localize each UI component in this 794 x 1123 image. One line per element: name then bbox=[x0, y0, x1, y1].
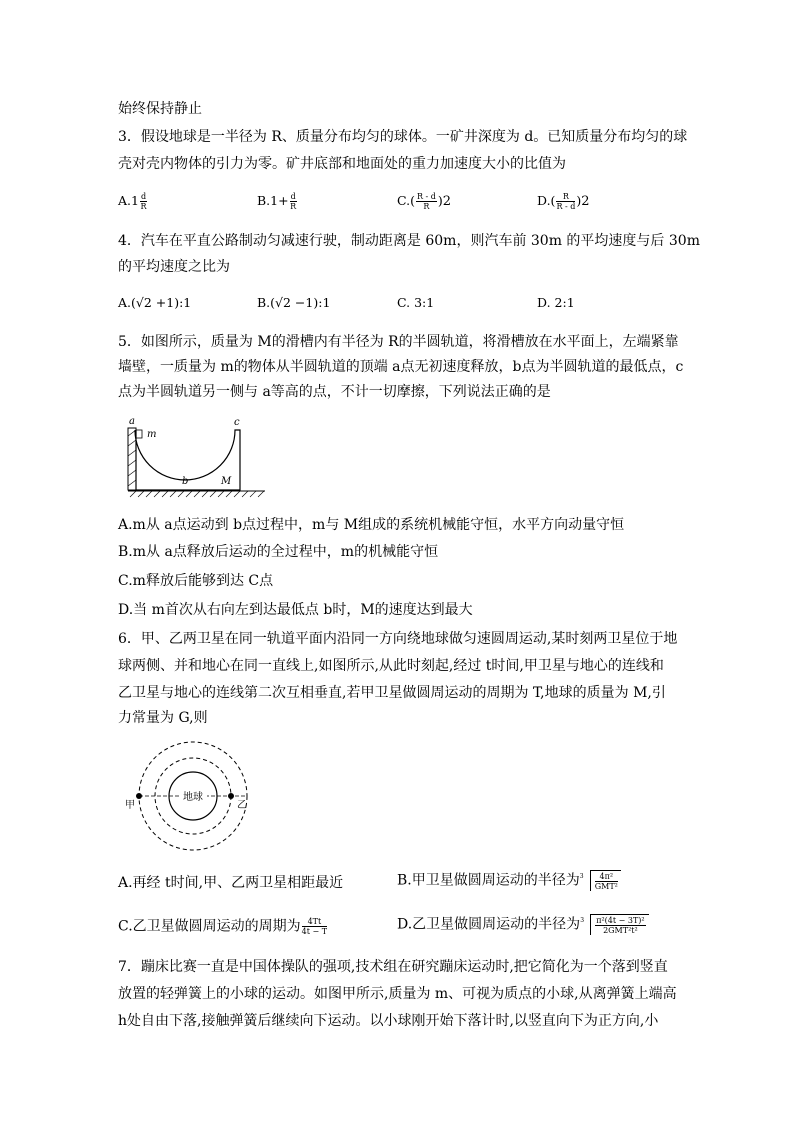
fraction bbox=[595, 872, 618, 891]
q4-option-d: D. 2:1 bbox=[537, 295, 575, 310]
fraction bbox=[140, 192, 147, 211]
option-text: C.乙卫星做圆周运动的周期为 bbox=[118, 918, 301, 935]
question-4-line-2: 的平均速度之比为 bbox=[118, 259, 230, 275]
label-a: a bbox=[129, 416, 135, 427]
fraction bbox=[290, 192, 297, 211]
question-7-line-1: 7．蹦床比赛一直是中国体操队的强项,技术组在研究蹦床运动时,把它简化为一个落到竖直 bbox=[118, 959, 668, 975]
question-6-line-4: 力常量为 G,则 bbox=[118, 710, 208, 726]
question-5-option-a: A.m从 a点运动到 b点过程中，m与 M组成的系统机械能守恒，水平方向动量守恒 bbox=[118, 517, 625, 533]
q6-option-a: A.再经 t时间,甲、乙两卫星相距最近 bbox=[118, 875, 344, 891]
q6-option-b bbox=[397, 870, 621, 891]
label-c: c bbox=[234, 417, 240, 428]
q4-option-a: A.(√2 +1):1 bbox=[118, 295, 192, 310]
option-prefix: D.( bbox=[537, 193, 556, 208]
root-index: 3 bbox=[579, 873, 584, 880]
cube-root bbox=[580, 870, 621, 891]
denominator: R - d bbox=[556, 202, 576, 211]
numerator: 4Tt bbox=[302, 917, 327, 927]
question-6-line-2: 球两侧、并和地心在同一直线上,如图所示,从此时刻起,经过 t时间,甲卫星与地心的连线和 bbox=[118, 658, 664, 674]
question-3-line-1: 3．假设地球是一半径为 R、质量分布均匀的球体。一矿井深度为 d。已知质量分布均匀的球 bbox=[118, 129, 688, 145]
denominator: R bbox=[290, 202, 297, 211]
q6-option-d bbox=[397, 914, 649, 935]
denominator: 4t − T bbox=[301, 927, 328, 936]
numerator: d bbox=[290, 192, 296, 201]
question-5-option-c: C.m释放后能够到达 C点 bbox=[118, 573, 274, 589]
question-7-line-3: h处自由下落,接触弹簧后继续向下运动。以小球刚开始下落计时,以竖直向下为正方向,小 bbox=[118, 1013, 659, 1029]
text-line: 始终保持静止 bbox=[118, 101, 202, 117]
exponent: 2 bbox=[442, 194, 452, 209]
option-text: B.甲卫星做圆周运动的半径为 bbox=[397, 872, 580, 889]
label-jia: 甲 bbox=[125, 800, 135, 811]
question-7-line-2: 放置的轻弹簧上的小球的运动。如图甲所示,质量为 m、可视为质点的小球,从离弹簧上端高 bbox=[118, 986, 677, 1002]
satellite-yi bbox=[228, 793, 234, 799]
q3-option-a bbox=[118, 192, 148, 211]
question-6-line-3: 乙卫星与地心的连线第二次互相垂直,若甲卫星做圆周运动的周期为 T,地球的质量为 M,引 bbox=[118, 685, 666, 701]
q4-option-b: B.(√2 −1):1 bbox=[257, 295, 331, 310]
numerator: d bbox=[140, 192, 147, 201]
exponent: 2 bbox=[581, 194, 590, 209]
numerator: R - d bbox=[416, 192, 436, 201]
label-yi: 乙 bbox=[237, 800, 247, 811]
q5-figure bbox=[124, 414, 270, 500]
question-3-line-2: 壳对壳内物体的引力为零。矿井底部和地面处的重力加速度大小的比值为 bbox=[118, 156, 566, 172]
q3-option-c bbox=[397, 192, 451, 211]
question-5-line-3: 点为半圆轨道另一侧与 a等高的点，不计一切摩擦，下列说法正确的是 bbox=[118, 384, 551, 400]
numerator: 4π² bbox=[595, 872, 618, 882]
question-6-line-1: 6．甲、乙两卫星在同一轨道平面内沿同一方向绕地球做匀速圆周运动,某时刻两卫星位于地 bbox=[118, 631, 678, 647]
option-suffix: ) bbox=[576, 193, 582, 208]
option-prefix: C.( bbox=[397, 193, 415, 208]
fraction bbox=[556, 192, 575, 211]
question-5-line-2: 墙壁，一质量为 m的物体从半圆轨道的顶端 a点无初速度释放，b点为半圆轨道的最低点，c bbox=[118, 359, 684, 375]
denominator: 2GMT²t² bbox=[603, 926, 638, 935]
denominator: GMT² bbox=[594, 882, 618, 891]
question-5-option-d: D.当 m首次从右向左到达最低点 b时，M的速度达到最大 bbox=[118, 602, 473, 618]
label-M: M bbox=[221, 476, 232, 487]
option-suffix: ) bbox=[437, 193, 443, 208]
fraction bbox=[302, 917, 327, 936]
label-earth: 地球 bbox=[183, 792, 203, 803]
question-4-line-1: 4．汽车在平直公路制动匀减速行驶，制动距离是 60m，则汽车前 30m 的平均速度与后 30m bbox=[118, 233, 700, 249]
fraction bbox=[595, 916, 645, 935]
fraction bbox=[416, 192, 437, 211]
root-index: 3 bbox=[580, 917, 585, 924]
q6-option-c bbox=[118, 917, 328, 936]
block-m bbox=[136, 430, 142, 438]
numerator: π²(4t − 3T)² bbox=[596, 916, 645, 925]
denominator: R bbox=[423, 202, 430, 211]
question-5-option-b: B.m从 a点释放后运动的全过程中，m的机械能守恒 bbox=[118, 544, 439, 560]
satellite-jia bbox=[136, 793, 142, 799]
q3-option-b bbox=[257, 192, 298, 211]
option-prefix: A.1 bbox=[118, 193, 139, 208]
question-5-line-1: 5．如图所示，质量为 M的滑槽内有半径为 R的半圆轨道，将滑槽放在水平面上，左端紧靠 bbox=[118, 334, 679, 350]
option-prefix: B.1+ bbox=[257, 193, 289, 208]
numerator: R bbox=[556, 192, 575, 202]
q4-option-c: C. 3:1 bbox=[397, 295, 435, 310]
cube-root bbox=[580, 914, 648, 935]
label-b: b bbox=[182, 476, 189, 487]
label-m: m bbox=[147, 429, 157, 440]
denominator: R bbox=[140, 202, 147, 211]
q3-option-d bbox=[537, 192, 590, 211]
q6-figure bbox=[118, 740, 258, 852]
option-text: D.乙卫星做圆周运动的半径为 bbox=[397, 916, 581, 933]
